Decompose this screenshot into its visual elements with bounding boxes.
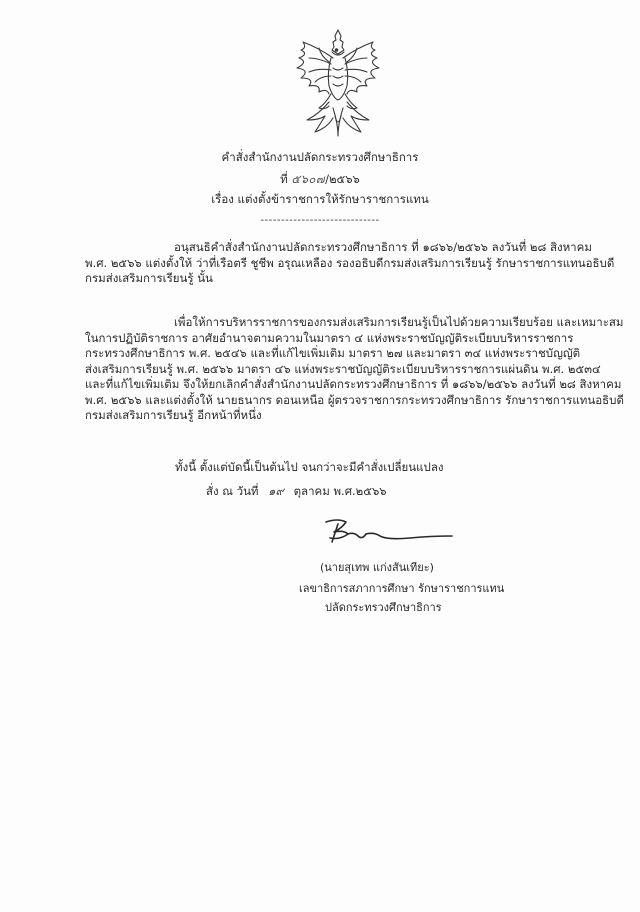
signatory-position-acting: ปลัดกระทรวงศึกษาธิการ <box>325 601 442 614</box>
date-prefix: สั่ง ณ วันที่ <box>206 484 259 498</box>
paragraph-2-line: ในการปฏิบัติราชการ อาศัยอำนาจตามความในมาตรา ๔ แห่งพระราชบัญญัติระเบียบบริหารราชการ <box>85 330 574 345</box>
garuda-emblem-icon <box>289 28 387 140</box>
paragraph-2-line: ส่งเสริมการเรียนรู้ พ.ศ. ๒๕๖๖ มาตรา ๔๖ แห่งพระราชบัญญัติระเบียบบริหารราชการแผ่นดิน พ.ศ. ๒๕๓๔ <box>85 361 601 376</box>
paragraph-1 <box>85 240 615 287</box>
order-number-suffix: /๒๕๖๖ <box>325 172 360 186</box>
order-number <box>0 172 640 186</box>
order-issuer: คำสั่งสำนักงานปลัดกระทรวงศึกษาธิการ <box>221 150 419 164</box>
order-number-prefix: ที่ <box>280 172 288 186</box>
paragraph-2 <box>85 315 624 424</box>
paragraph-1-line: อนุสนธิคำสั่งสำนักงานปลัดกระทรวงศึกษาธิการ ที่ ๑๘๖๖/๒๕๖๖ ลงวันที่ ๒๘ สิงหาคม <box>174 240 592 254</box>
header-divider: ----------------------------- <box>260 215 380 226</box>
signatory-name: (นายสุเทพ แก่งสันเทียะ) <box>320 561 434 574</box>
paragraph-2-line: กระทรวงศึกษาธิการ พ.ศ. ๒๕๔๖ และที่แก้ไขเพิ่มเติม มาตรา ๒๗ และมาตรา ๓๔ แห่งพระราชบัญญัติ <box>85 346 581 360</box>
paragraph-2-line: พ.ศ. ๒๕๖๖ และแต่งตั้งให้ นายธนากร ดอนเหนือ ผู้ตรวจราชการกระทรวงศึกษาธิการ รักษาราชการแทนอธิบดี <box>85 392 624 407</box>
signatory-position: เลขาธิการสภาการศึกษา รักษาราชการแทน <box>299 582 505 595</box>
paragraph-1-line: พ.ศ. ๒๕๖๖ แต่งตั้งให้ ว่าที่เรือตรี ชูชีพ อรุณเหลือง รองอธิบดีกรมส่งเสริมการเรียนรู้ รักษาราชการแทนอธิบดี <box>85 255 615 270</box>
paragraph-3-line: ทั้งนี้ ตั้งแต่บัดนี้เป็นต้นไป จนกว่าจะมีคำสั่งเปลี่ยนแปลง <box>175 460 444 474</box>
paragraph-2-line: และที่แก้ไขเพิ่มเติม จึงให้ยกเลิกคำสั่งสำนักงานปลัดกระทรวงศึกษาธิการ ที่ ๑๘๖๖/๒๕๖๖ ลงวันที่ ๒๘ สิงหาคม <box>85 377 622 391</box>
date-day-handwritten: ๑๙ <box>268 484 284 498</box>
paragraph-2-line: กรมส่งเสริมการเรียนรู้ อีกหน้าที่หนึ่ง <box>85 408 262 422</box>
paragraph-1-line: กรมส่งเสริมการเรียนรู้ นั้น <box>85 271 213 285</box>
date-month-year: ตุลาคม พ.ศ.๒๕๖๖ <box>293 484 387 498</box>
order-number-handwritten: ๕๖๐๗ <box>291 172 326 186</box>
handwritten-signature <box>318 514 458 548</box>
order-date <box>206 484 387 498</box>
paragraph-3 <box>85 460 555 476</box>
order-subject: เรื่อง แต่งตั้งข้าราชการให้รักษาราชการแทน <box>211 192 429 206</box>
paragraph-2-line: เพื่อให้การบริหารราชการของกรมส่งเสริมการเรียนรู้เป็นไปด้วยความเรียบร้อย และเหมาะสม <box>174 315 624 329</box>
